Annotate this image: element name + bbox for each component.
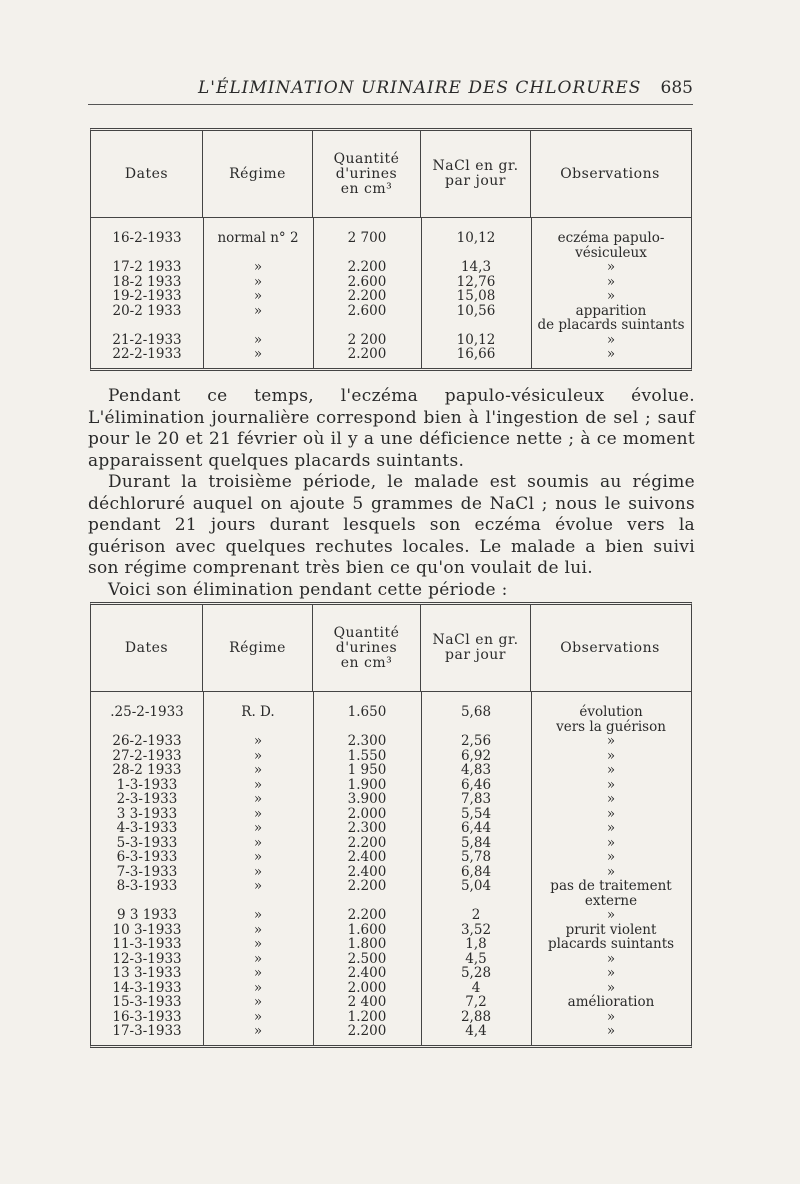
table-row xyxy=(91,333,691,348)
quantite-cell: 2.200 xyxy=(347,878,387,894)
nacl-cell: 10,12 xyxy=(456,331,496,348)
nacl-cell: 15,08 xyxy=(456,288,496,304)
col-dates: Dates xyxy=(91,131,203,217)
nacl-cell: 5,84 xyxy=(460,834,492,851)
regime-cell: normal n° 2 xyxy=(217,230,299,246)
regime-cell: » xyxy=(253,747,263,764)
paragraph-2: Durant la troisième période, le malade est soumis au régime déchloruré auquel on ajoute 5 grammes de NaCl ; nous le suivons pendant 21 jours durant lesquels son eczéma évolue vers la guérison avec quelques rechutes locales. Le malade a bien suivi son régime comprenant très bien ce qu'on voulait de lui. xyxy=(88,472,695,578)
date-cell: 3 3-1933 xyxy=(116,805,178,822)
table-row xyxy=(91,807,691,822)
nacl-cell: 5,28 xyxy=(460,965,492,981)
table-row xyxy=(91,1010,691,1025)
nacl-cell: 16,66 xyxy=(456,346,496,362)
nacl-cell: 2 xyxy=(471,907,481,923)
regime-cell: » xyxy=(253,878,263,894)
date-cell: 13 3-1933 xyxy=(112,965,182,981)
regime-cell: R. D. xyxy=(241,704,275,720)
quantite-cell: 2.400 xyxy=(347,863,387,880)
column-divider xyxy=(421,692,422,1045)
regime-cell: » xyxy=(253,791,263,807)
regime-cell: » xyxy=(253,302,263,319)
date-cell: 22-2-1933 xyxy=(112,346,182,362)
quantite-cell: 2.200 xyxy=(347,907,387,923)
date-cell: 1-3-1933 xyxy=(116,776,178,793)
table-row xyxy=(91,952,691,967)
date-cell: 9 3 1933 xyxy=(116,907,178,923)
observation-cell: » xyxy=(606,259,616,275)
col-nacl: NaCl en gr. par jour xyxy=(421,131,531,217)
nacl-cell: 6,46 xyxy=(460,776,492,793)
nacl-cell: 2,56 xyxy=(460,733,492,749)
observation-cell: » xyxy=(606,776,616,793)
date-cell: 10 3-1933 xyxy=(112,921,182,938)
observation-cell: » xyxy=(606,733,616,749)
quantite-cell: 1.800 xyxy=(347,936,387,952)
table-1 xyxy=(90,128,692,371)
quantite-cell: 2 400 xyxy=(347,994,387,1010)
regime-cell: » xyxy=(253,921,263,938)
date-cell: 15-3-1933 xyxy=(112,994,182,1010)
table-1-header xyxy=(91,131,691,218)
page-header xyxy=(88,78,693,106)
nacl-cell: 4 xyxy=(471,979,481,996)
table-row xyxy=(91,778,691,793)
table-row xyxy=(91,260,691,275)
observation-cell: » xyxy=(606,1008,616,1025)
date-cell: 16-3-1933 xyxy=(112,1008,182,1025)
date-cell: 14-3-1933 xyxy=(112,979,182,996)
regime-cell: » xyxy=(253,259,263,275)
observation-cell: eczéma papulo- vésiculeux xyxy=(557,230,665,261)
date-cell: 27-2-1933 xyxy=(112,747,182,764)
quantite-cell: 2.400 xyxy=(347,849,387,865)
quantite-cell: 2.500 xyxy=(347,950,387,967)
table-row xyxy=(91,850,691,865)
col-observations: Observations xyxy=(560,639,660,656)
regime-cell: » xyxy=(253,907,263,923)
date-cell: 19-2-1933 xyxy=(112,288,182,304)
observation-cell: » xyxy=(606,762,616,778)
table-row xyxy=(91,705,691,734)
nacl-cell: 10,12 xyxy=(456,230,496,246)
observation-cell: » xyxy=(606,1023,616,1039)
regime-cell: » xyxy=(253,733,263,749)
quantite-cell: 2.200 xyxy=(347,1023,387,1039)
nacl-cell: 2,88 xyxy=(460,1008,492,1025)
quantite-cell: 2.200 xyxy=(347,288,387,304)
date-cell: 28-2 1933 xyxy=(112,762,182,778)
table-row xyxy=(91,966,691,981)
nacl-cell: 5,04 xyxy=(460,878,492,894)
quantite-cell: 2.300 xyxy=(347,733,387,749)
regime-cell: » xyxy=(253,346,263,362)
body-text xyxy=(88,386,695,601)
column-divider xyxy=(531,218,532,368)
page-number: 685 xyxy=(660,78,693,98)
quantite-cell: 1 950 xyxy=(347,762,387,778)
column-divider xyxy=(421,218,422,368)
column-divider xyxy=(203,218,204,368)
table-row xyxy=(91,923,691,938)
col-quantite: Quantité d'urines en cm³ xyxy=(313,605,421,691)
observation-cell: » xyxy=(606,747,616,764)
table-row xyxy=(91,865,691,880)
quantite-cell: 1.550 xyxy=(347,747,387,764)
date-cell: 26-2-1933 xyxy=(112,733,182,749)
regime-cell: » xyxy=(253,994,263,1010)
regime-cell: » xyxy=(253,820,263,836)
column-divider xyxy=(313,218,314,368)
paragraph-1: Pendant ce temps, l'eczéma papulo-vésiculeux évolue. L'élimination journalière correspond bien à l'ingestion de sel ; sauf pour le 20 et 21 février où il y a une déficience nette ; à ce moment apparaissent quelques placards suintants. xyxy=(88,386,695,471)
date-cell: 7-3-1933 xyxy=(116,863,178,880)
nacl-cell: 14,3 xyxy=(460,259,492,275)
table-row xyxy=(91,763,691,778)
quantite-cell: 2.000 xyxy=(347,979,387,996)
regime-cell: » xyxy=(253,950,263,967)
table-2 xyxy=(90,602,692,1048)
nacl-cell: 7,83 xyxy=(460,791,492,807)
regime-cell: » xyxy=(253,849,263,865)
observation-cell: » xyxy=(606,820,616,836)
table-row xyxy=(91,304,691,333)
date-cell: .25-2-1933 xyxy=(110,704,184,720)
date-cell: 8-3-1933 xyxy=(116,878,178,894)
nacl-cell: 12,76 xyxy=(456,273,496,290)
observation-cell: apparition de placards suintants xyxy=(537,302,685,333)
observation-cell: » xyxy=(606,346,616,362)
observation-cell: évolution vers la guérison xyxy=(556,704,666,735)
date-cell: 20-2 1933 xyxy=(112,302,182,319)
col-regime: Régime xyxy=(203,131,313,217)
date-cell: 12-3-1933 xyxy=(112,950,182,967)
col-nacl: NaCl en gr. par jour xyxy=(421,605,531,691)
regime-cell: » xyxy=(253,965,263,981)
quantite-cell: 1.600 xyxy=(347,921,387,938)
header-rule xyxy=(88,104,693,105)
table-row xyxy=(91,836,691,851)
table-row xyxy=(91,879,691,908)
quantite-cell: 2.400 xyxy=(347,965,387,981)
observation-cell: » xyxy=(606,863,616,880)
column-divider xyxy=(531,692,532,1045)
table-row xyxy=(91,289,691,304)
quantite-cell: 2.000 xyxy=(347,805,387,822)
nacl-cell: 4,83 xyxy=(460,762,492,778)
running-title: L'ÉLIMINATION URINAIRE DES CHLORURES xyxy=(198,78,642,98)
table-row xyxy=(91,937,691,952)
nacl-cell: 5,68 xyxy=(460,704,492,720)
regime-cell: » xyxy=(253,762,263,778)
nacl-cell: 3,52 xyxy=(460,921,492,938)
col-quantite: Quantité d'urines en cm³ xyxy=(313,131,421,217)
observation-cell: » xyxy=(606,950,616,967)
observation-cell: prurit violent xyxy=(565,921,657,938)
date-cell: 21-2-1933 xyxy=(112,331,182,348)
table-row xyxy=(91,231,691,260)
quantite-cell: 2 700 xyxy=(347,230,387,246)
col-regime: Régime xyxy=(203,605,313,691)
table-row xyxy=(91,821,691,836)
quantite-cell: 2.200 xyxy=(347,259,387,275)
date-cell: 17-2 1933 xyxy=(112,259,182,275)
regime-cell: » xyxy=(253,805,263,822)
observation-cell: » xyxy=(606,834,616,851)
regime-cell: » xyxy=(253,936,263,952)
table-2-body xyxy=(91,692,691,1045)
table-row xyxy=(91,1024,691,1039)
table-2-header xyxy=(91,605,691,692)
nacl-cell: 7,2 xyxy=(465,994,487,1010)
date-cell: 2-3-1933 xyxy=(116,791,178,807)
regime-cell: » xyxy=(253,979,263,996)
col-dates: Dates xyxy=(91,605,203,691)
date-cell: 6-3-1933 xyxy=(116,849,178,865)
observation-cell: » xyxy=(606,907,616,923)
nacl-cell: 6,92 xyxy=(460,747,492,764)
column-divider xyxy=(313,692,314,1045)
date-cell: 17-3-1933 xyxy=(112,1023,182,1039)
table-row xyxy=(91,347,691,362)
regime-cell: » xyxy=(253,776,263,793)
regime-cell: » xyxy=(253,1008,263,1025)
nacl-cell: 4,4 xyxy=(465,1023,487,1039)
table-row xyxy=(91,275,691,290)
observation-cell: » xyxy=(606,791,616,807)
date-cell: 5-3-1933 xyxy=(116,834,178,851)
observation-cell: amélioration xyxy=(567,994,655,1010)
quantite-cell: 1.650 xyxy=(347,704,387,720)
quantite-cell: 1.900 xyxy=(347,776,387,793)
quantite-cell: 2.300 xyxy=(347,820,387,836)
quantite-cell: 2.200 xyxy=(347,346,387,362)
observation-cell: » xyxy=(606,273,616,290)
observation-cell: » xyxy=(606,331,616,348)
quantite-cell: 1.200 xyxy=(347,1008,387,1025)
quantite-cell: 2.600 xyxy=(347,302,387,319)
nacl-cell: 10,56 xyxy=(456,302,496,319)
nacl-cell: 1,8 xyxy=(465,936,487,952)
table-row xyxy=(91,792,691,807)
table-1-body xyxy=(91,218,691,368)
table-row xyxy=(91,995,691,1010)
quantite-cell: 2.200 xyxy=(347,834,387,851)
regime-cell: » xyxy=(253,288,263,304)
regime-cell: » xyxy=(253,331,263,348)
table-row xyxy=(91,734,691,749)
observation-cell: » xyxy=(606,965,616,981)
quantite-cell: 3.900 xyxy=(347,791,387,807)
nacl-cell: 6,44 xyxy=(460,820,492,836)
date-cell: 11-3-1933 xyxy=(112,936,182,952)
date-cell: 16-2-1933 xyxy=(112,230,182,246)
observation-cell: » xyxy=(606,979,616,996)
date-cell: 4-3-1933 xyxy=(116,820,178,836)
quantite-cell: 2.600 xyxy=(347,273,387,290)
col-observations: Observations xyxy=(560,165,660,182)
table-row xyxy=(91,981,691,996)
observation-cell: » xyxy=(606,805,616,822)
observation-cell: » xyxy=(606,288,616,304)
nacl-cell: 5,78 xyxy=(460,849,492,865)
observation-cell: » xyxy=(606,849,616,865)
nacl-cell: 5,54 xyxy=(460,805,492,822)
observation-cell: pas de traitement externe xyxy=(550,878,672,909)
regime-cell: » xyxy=(253,273,263,290)
date-cell: 18-2 1933 xyxy=(112,273,182,290)
nacl-cell: 6,84 xyxy=(460,863,492,880)
table-row xyxy=(91,908,691,923)
observation-cell: placards suintants xyxy=(547,936,675,952)
table-row xyxy=(91,749,691,764)
regime-cell: » xyxy=(253,834,263,851)
regime-cell: » xyxy=(253,863,263,880)
quantite-cell: 2 200 xyxy=(347,331,387,348)
nacl-cell: 4,5 xyxy=(465,950,487,967)
column-divider xyxy=(203,692,204,1045)
regime-cell: » xyxy=(253,1023,263,1039)
paragraph-3: Voici son élimination pendant cette période : xyxy=(108,579,508,600)
